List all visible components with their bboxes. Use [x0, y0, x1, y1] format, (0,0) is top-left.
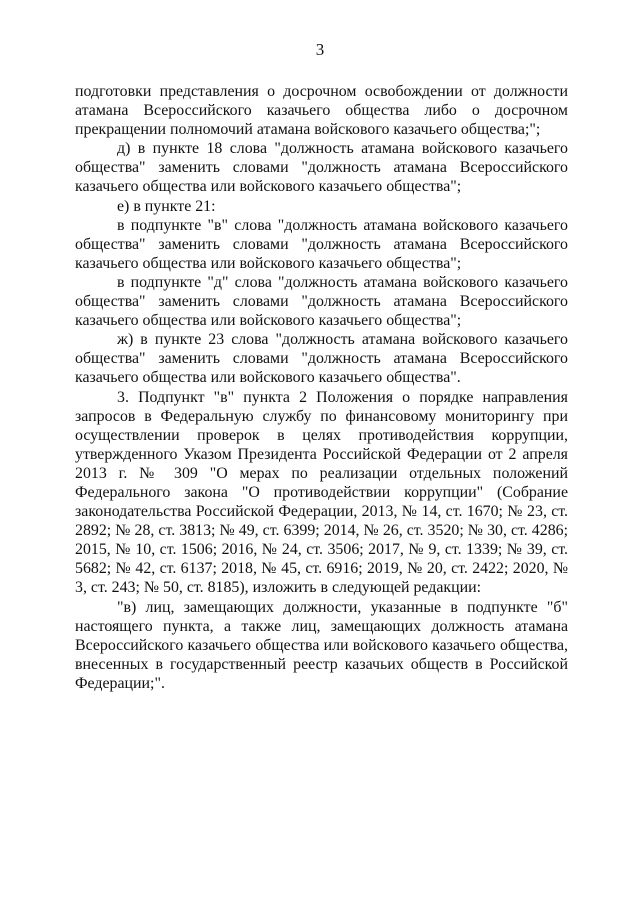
paragraph-item-zh: ж) в пункте 23 слова "должность атамана войскового казачьего общества" заменить словами "должность атамана Всероссийского казачьего общества или войскового казачьего общества".: [75, 331, 568, 387]
page-number: 3: [315, 40, 325, 59]
paragraph-quoted-text: "в) лиц, замещающих должности, указанные в подпункте "б" настоящего пункта, а также лиц, замещающих должность атамана Всероссийского казачьего общества или войскового казачьего общества, внесенных в государственный реестр казачьих обществ в Российской Федерации;".: [75, 598, 568, 692]
paragraph-item-d: д) в пункте 18 слова "должность атамана войскового казачьего общества" заменить словами "должность атамана Всероссийского казачьего общества или войскового казачьего общества";: [75, 140, 568, 196]
document-body: [75, 82, 568, 693]
paragraph-item-e: е) в пункте 21:: [117, 197, 216, 215]
paragraph-continuation: подготовки представления о досрочном освобождении от должности атамана Всероссийского казачьего общества либо о досрочном прекращении полномочий атамана войскового казачьего общества;";: [75, 83, 568, 139]
paragraph-subitem-d: в подпункте "д" слова "должность атамана войскового казачьего общества" заменить словами "должность атамана Всероссийского казачьего общества или войскового казачьего общества";: [75, 273, 568, 330]
paragraph-section-3: 3. Подпункт "в" пункта 2 Положения о порядке направления запросов в Федеральную службу по финансовому мониторингу при осуществлении проверок в целях противодействия коррупции, утвержденного Указом Президента Российской Федерации от 2 апреля 2013 г. № 309 "О мерах по реализации отдельных положений Федерального закона "О противодействии коррупции" (Собрание законодательства Российской Федерации, 2013, № 14, ст. 1670; № 23, ст. 2892; № 28, ст. 3813; № 49, ст. 6399; 2014, № 26, ст. 3520; № 30, ст. 4286; 2015, № 10, ст. 1506; 2016, № 24, ст. 3506; 2017, № 9, ст. 1339; № 39, ст. 5682; № 42, ст. 6137; 2018, № 45, ст. 6916; 2019, № 20, ст. 2422; 2020, № 3, ст. 243; № 50, ст. 8185), изложить в следующей редакции:: [75, 388, 568, 597]
paragraph-subitem-v: в подпункте "в" слова "должность атамана войскового казачьего общества" заменить словами "должность атамана Всероссийского казачьего общества или войскового казачьего общества";: [75, 216, 568, 272]
